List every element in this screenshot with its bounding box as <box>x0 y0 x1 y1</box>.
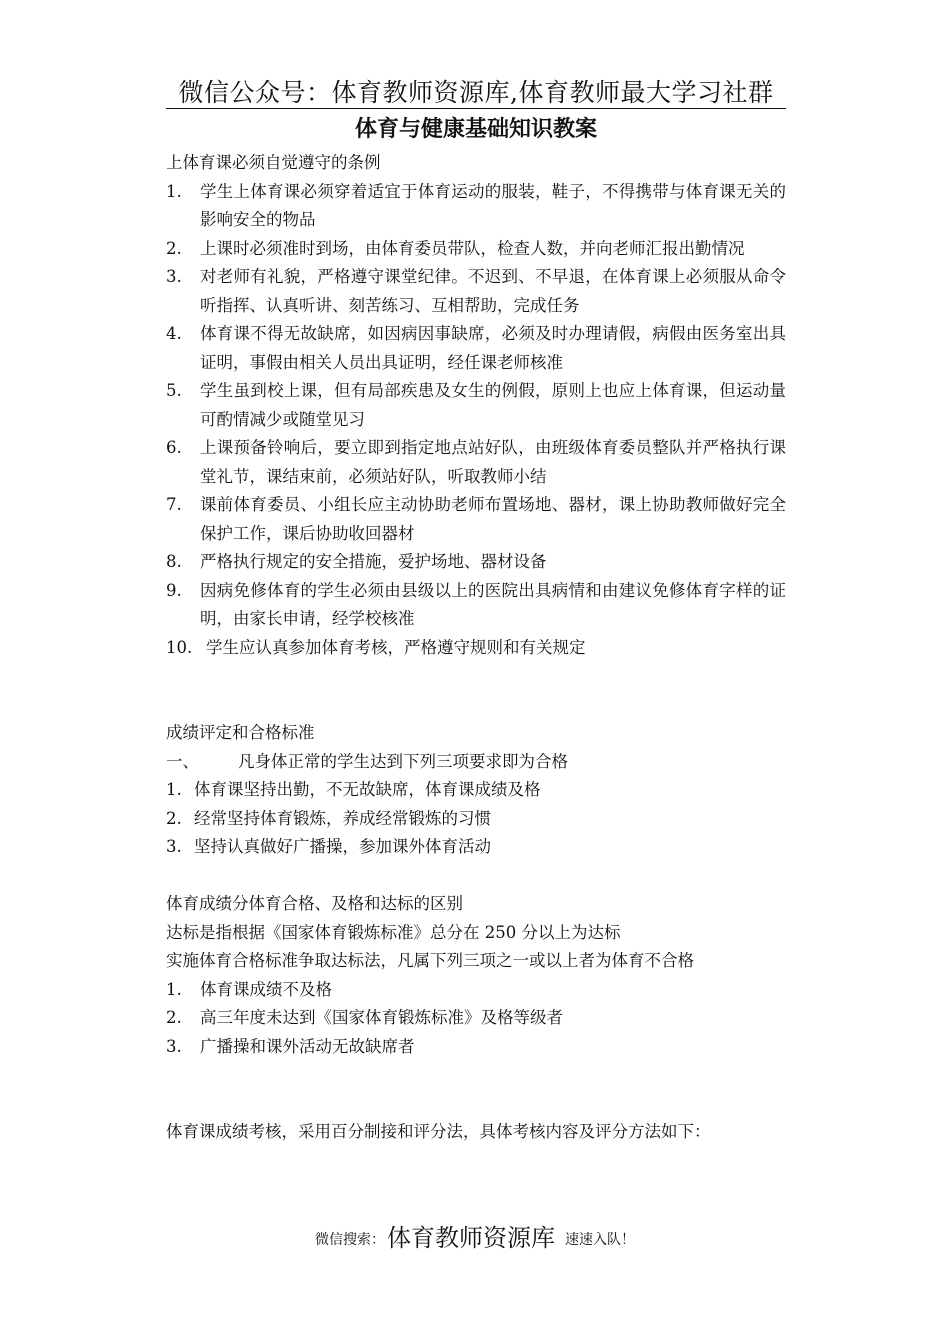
body-line: 实施体育合格标准争取达标法，凡属下列三项之一或以上者为体育不合格 <box>166 951 694 970</box>
section-heading: 上体育课必须自觉遵守的条例 <box>166 153 381 172</box>
list-item <box>166 235 786 264</box>
list-text: 坚持认真做好广播操，参加课外体育活动 <box>194 837 491 856</box>
list-item <box>166 491 786 548</box>
list-number: 2. <box>166 808 182 828</box>
list-item <box>166 548 786 577</box>
list-text: 上课时必须准时到场，由体育委员带队，检查人数，并向老师汇报出勤情况 <box>200 238 745 258</box>
list-item <box>166 805 786 834</box>
list-text: 对老师有礼貌，严格遵守课堂纪律。不迟到、不早退，在体育课上必须服从命令听指挥、认真听讲、刻苦练习、互相帮助，完成任务 <box>200 267 786 315</box>
list-text: 因病免修体育的学生必须由县级以上的医院出具病情和由建议免修体育字样的证明，由家长申请，经学校核准 <box>200 580 786 628</box>
list-text: 体育课坚持出勤，不无故缺席，体育课成绩及格 <box>194 780 541 799</box>
header-title: 微信公众号：体育教师资源库,体育教师最大学习社群 <box>178 78 774 107</box>
list-number: 1. <box>166 780 182 799</box>
list-number: 2. <box>166 1008 182 1027</box>
section-heading: 成绩评定和合格标准 <box>166 723 315 742</box>
list-item <box>166 833 786 862</box>
list-item <box>166 748 786 777</box>
document-title: 体育与健康基础知识教案 <box>354 116 597 142</box>
list-number: 1. <box>166 979 182 999</box>
list-item <box>166 320 786 377</box>
footer-brand: 体育教师资源库 <box>387 1224 555 1252</box>
list-text: 严格执行规定的安全措施，爱护场地、器材设备 <box>200 552 547 571</box>
list-number: 3. <box>166 1036 182 1056</box>
list-number: 1. <box>166 181 182 201</box>
list-item <box>166 634 786 663</box>
list-item <box>166 577 786 634</box>
grading-list <box>166 776 786 862</box>
section-heading: 体育成绩分体育合格、及格和达标的区别 <box>166 894 463 913</box>
list-number: 5. <box>166 381 182 400</box>
list-item <box>166 776 786 805</box>
list-number: 3. <box>166 267 182 286</box>
fail-criteria-list <box>166 976 786 1062</box>
list-number: 2. <box>166 238 182 258</box>
list-text: 高三年度未达到《国家体育锻炼标准》及格等级者 <box>200 1008 563 1027</box>
rules-list <box>166 178 786 663</box>
list-text: 学生虽到校上课，但有局部疾患及女生的例假，原则上也应上体育课，但运动量可酌情减少或随堂见习 <box>200 381 786 429</box>
list-text: 学生上体育课必须穿着适宜于体育运动的服装，鞋子，不得携带与体育课无关的影响安全的物品 <box>200 181 786 229</box>
footer-suffix: 速速入队！ <box>565 1232 635 1248</box>
list-text: 广播操和课外活动无故缺席者 <box>200 1036 415 1056</box>
list-number: 3. <box>166 837 182 856</box>
list-text: 体育课不得无故缺席，如因病因事缺席，必须及时办理请假，病假由医务室出具证明，事假由相关人员出具证明，经任课老师核准 <box>200 324 786 372</box>
list-item <box>166 263 786 320</box>
list-text: 上课预备铃响后，要立即到指定地点站好队，由班级体育委员整队并严格执行课堂礼节，课结束前，必须站好队，听取教师小结 <box>200 438 786 486</box>
list-text: 课前体育委员、小组长应主动协助老师布置场地、器材，课上协助教师做好完全保护工作，课后协助收回器材 <box>200 495 786 543</box>
section-difference <box>166 890 786 1061</box>
section-grading <box>166 719 786 862</box>
list-number: 9. <box>166 580 182 600</box>
list-text: 凡身体正常的学生达到下列三项要求即为合格 <box>238 751 568 771</box>
list-text: 学生应认真参加体育考核，严格遵守规则和有关规定 <box>206 637 586 657</box>
list-text: 体育课成绩不及格 <box>200 979 332 999</box>
body-line: 达标是指根据《国家体育锻炼标准》总分在 250 分以上为达标 <box>166 922 621 942</box>
list-item <box>166 434 786 491</box>
list-number: 8. <box>166 552 182 571</box>
document-page <box>166 78 786 1147</box>
list-item <box>166 178 786 235</box>
list-item <box>166 377 786 434</box>
assessment-line: 体育课成绩考核，采用百分制接和评分法，具体考核内容及评分方法如下： <box>166 1122 711 1141</box>
list-number: 6. <box>166 438 182 457</box>
list-item <box>166 976 786 1005</box>
list-number: 10. <box>166 637 193 657</box>
list-number: 7. <box>166 495 182 514</box>
section-rules <box>166 149 786 662</box>
footer <box>0 1220 950 1258</box>
list-number: 4. <box>166 324 182 343</box>
list-item <box>166 1004 786 1033</box>
list-item <box>166 1033 786 1062</box>
list-text: 经常坚持体育锻炼，养成经常锻炼的习惯 <box>194 808 491 828</box>
footer-prefix: 微信搜索： <box>315 1232 385 1248</box>
list-number: 一、 <box>166 751 199 771</box>
